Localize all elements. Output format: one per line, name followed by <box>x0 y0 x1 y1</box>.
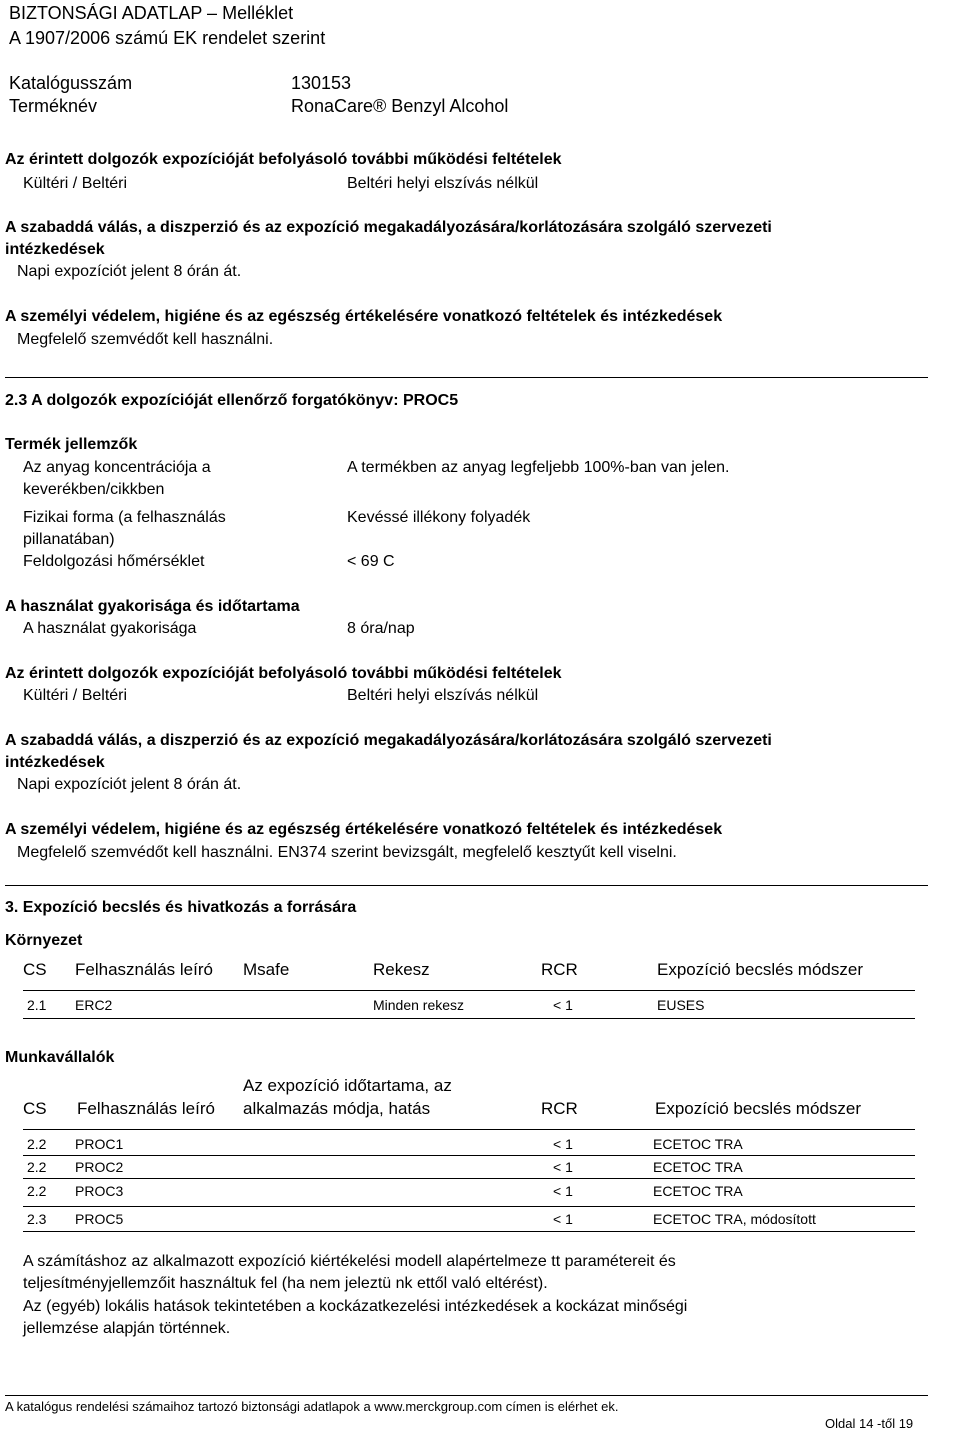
work-header-duration-2: alkalmazás módja, hatás <box>243 1099 431 1118</box>
work-row-method: ECETOC TRA, módosított <box>653 1211 816 1227</box>
form-value: Kevéssé illékony folyadék <box>347 509 531 526</box>
table-rule <box>23 1155 915 1156</box>
concentration-label: Az anyag koncentrációja a <box>23 459 211 476</box>
frequency-value: 8 óra/nap <box>347 620 415 637</box>
form-label: Fizikai forma (a felhasználás <box>23 509 226 526</box>
ppe-heading-2: A személyi védelem, higiéne és az egészség értékelésére vonatkozó feltételek és intézkedések <box>5 821 723 838</box>
concentration-label-2: keverékben/cikkben <box>23 481 165 498</box>
temperature-label: Feldolgozási hőmérséklet <box>23 553 205 570</box>
org-heading-2-line2: intézkedések <box>5 754 105 771</box>
section-2-3-title: 2.3 A dolgozók expozícióját ellenőrző forgatókönyv: PROC5 <box>5 392 459 409</box>
ops-label-2: Kültéri / Beltéri <box>23 687 128 704</box>
ops-label: Kültéri / Beltéri <box>23 175 128 192</box>
env-header-compartment: Rekesz <box>373 960 430 979</box>
env-row-rcr: < 1 <box>553 997 573 1013</box>
table-rule <box>23 1178 915 1179</box>
table-rule <box>23 1206 915 1207</box>
work-row-rcr: < 1 <box>553 1159 573 1175</box>
frequency-label: A használat gyakorisága <box>23 620 197 637</box>
environment-heading: Környezet <box>5 932 83 949</box>
work-row-cs: 2.3 <box>27 1211 47 1227</box>
work-row-method: ECETOC TRA <box>653 1183 743 1199</box>
note-line-3: Az (egyéb) lokális hatások tekintetében a kockázatkezelési intézkedések a kockázat minőségi <box>23 1298 688 1315</box>
work-row-cs: 2.2 <box>27 1159 47 1175</box>
ops-heading: Az érintett dolgozók expozícióját befolyásoló további működési feltételek <box>5 151 562 168</box>
ppe-value: Megfelelő szemvédőt kell használni. <box>17 331 274 348</box>
table-rule <box>23 1018 915 1019</box>
work-row-rcr: < 1 <box>553 1211 573 1227</box>
form-label-2: pillanatában) <box>23 531 115 548</box>
frequency-heading: A használat gyakorisága és időtartama <box>5 598 300 615</box>
ops-heading-2: Az érintett dolgozók expozícióját befolyásoló további működési feltételek <box>5 665 562 682</box>
env-row-cs: 2.1 <box>27 997 47 1013</box>
work-row-cs: 2.2 <box>27 1183 47 1199</box>
org-value-2: Napi expozíciót jelent 8 órán át. <box>17 776 242 793</box>
footer-divider <box>5 1395 928 1396</box>
catalog-value: 130153 <box>291 73 352 93</box>
env-row-method: EUSES <box>657 997 705 1013</box>
work-row-cs: 2.2 <box>27 1136 47 1152</box>
product-label: Terméknév <box>9 96 98 116</box>
org-value: Napi expozíciót jelent 8 órán át. <box>17 263 242 280</box>
org-heading-line1: A szabaddá válás, a diszperzió és az expozíció megakadályozására/korlátozására szolgáló szervezeti <box>5 219 772 236</box>
env-header-rcr: RCR <box>541 960 578 979</box>
note-line-4: jellemzése alapján történnek. <box>23 1320 231 1337</box>
env-header-msafe: Msafe <box>243 960 290 979</box>
workers-heading: Munkavállalók <box>5 1049 115 1066</box>
work-row-rcr: < 1 <box>553 1136 573 1152</box>
table-rule <box>23 1231 915 1232</box>
footer-text: A katalógus rendelési számaihoz tartozó biztonsági adatlapok a www.merckgroup.com címen is elérhet ek. <box>5 1399 619 1414</box>
work-row-descriptor: PROC2 <box>75 1159 124 1175</box>
work-row-rcr: < 1 <box>553 1183 573 1199</box>
work-row-descriptor: PROC5 <box>75 1211 124 1227</box>
work-row-method: ECETOC TRA <box>653 1159 743 1175</box>
table-rule <box>23 990 915 991</box>
catalog-label: Katalógusszám <box>9 73 133 93</box>
note-line-1: A számításhoz az alkalmazott expozíció kiértékelési modell alapértelmeze tt paramétereit és <box>23 1253 676 1270</box>
section-3-title: 3. Expozíció becslés és hivatkozás a forrására <box>5 899 357 916</box>
env-row-compartment: Minden rekesz <box>373 997 465 1013</box>
work-header-cs: CS <box>23 1099 47 1118</box>
org-heading-line2: intézkedések <box>5 241 105 258</box>
ppe-heading: A személyi védelem, higiéne és az egészség értékelésére vonatkozó feltételek és intézkedések <box>5 308 723 325</box>
work-header-rcr: RCR <box>541 1099 578 1118</box>
work-row-method: ECETOC TRA <box>653 1136 743 1152</box>
table-rule <box>23 1129 915 1130</box>
work-header-descriptor: Felhasználás leíró <box>77 1099 215 1118</box>
ops-value-2: Beltéri helyi elszívás nélkül <box>347 687 539 704</box>
env-header-method: Expozíció becslés módszer <box>657 960 863 979</box>
work-row-descriptor: PROC1 <box>75 1136 124 1152</box>
env-header-descriptor: Felhasználás leíró <box>75 960 213 979</box>
product-value: RonaCare® Benzyl Alcohol <box>291 96 509 116</box>
divider <box>5 885 928 886</box>
note-line-2: teljesítményjellemzőit használtuk fel (ha nem jeleztü nk ettől való eltérést). <box>23 1275 548 1292</box>
divider <box>5 377 928 378</box>
page-number: Oldal 14 -től 19 <box>825 1416 914 1431</box>
env-header-cs: CS <box>23 960 47 979</box>
ppe-value-2: Megfelelő szemvédőt kell használni. EN374 szerint bevizsgált, megfelelő kesztyűt kell viselni. <box>17 844 677 861</box>
temperature-value: < 69 C <box>347 553 395 570</box>
work-header-method: Expozíció becslés módszer <box>655 1099 861 1118</box>
org-heading-2-line1: A szabaddá válás, a diszperzió és az expozíció megakadályozására/korlátozására szolgáló szervezeti <box>5 732 772 749</box>
env-row-descriptor: ERC2 <box>75 997 113 1013</box>
work-row-descriptor: PROC3 <box>75 1183 124 1199</box>
doc-title: BIZTONSÁGI ADATLAP – Melléklet <box>9 3 294 23</box>
ops-value: Beltéri helyi elszívás nélkül <box>347 175 539 192</box>
doc-regulation: A 1907/2006 számú EK rendelet szerint <box>9 28 326 48</box>
concentration-value: A termékben az anyag legfeljebb 100%-ban van jelen. <box>347 459 730 476</box>
work-header-duration-1: Az expozíció időtartama, az <box>243 1076 452 1095</box>
product-characteristics-heading: Termék jellemzők <box>5 436 138 453</box>
